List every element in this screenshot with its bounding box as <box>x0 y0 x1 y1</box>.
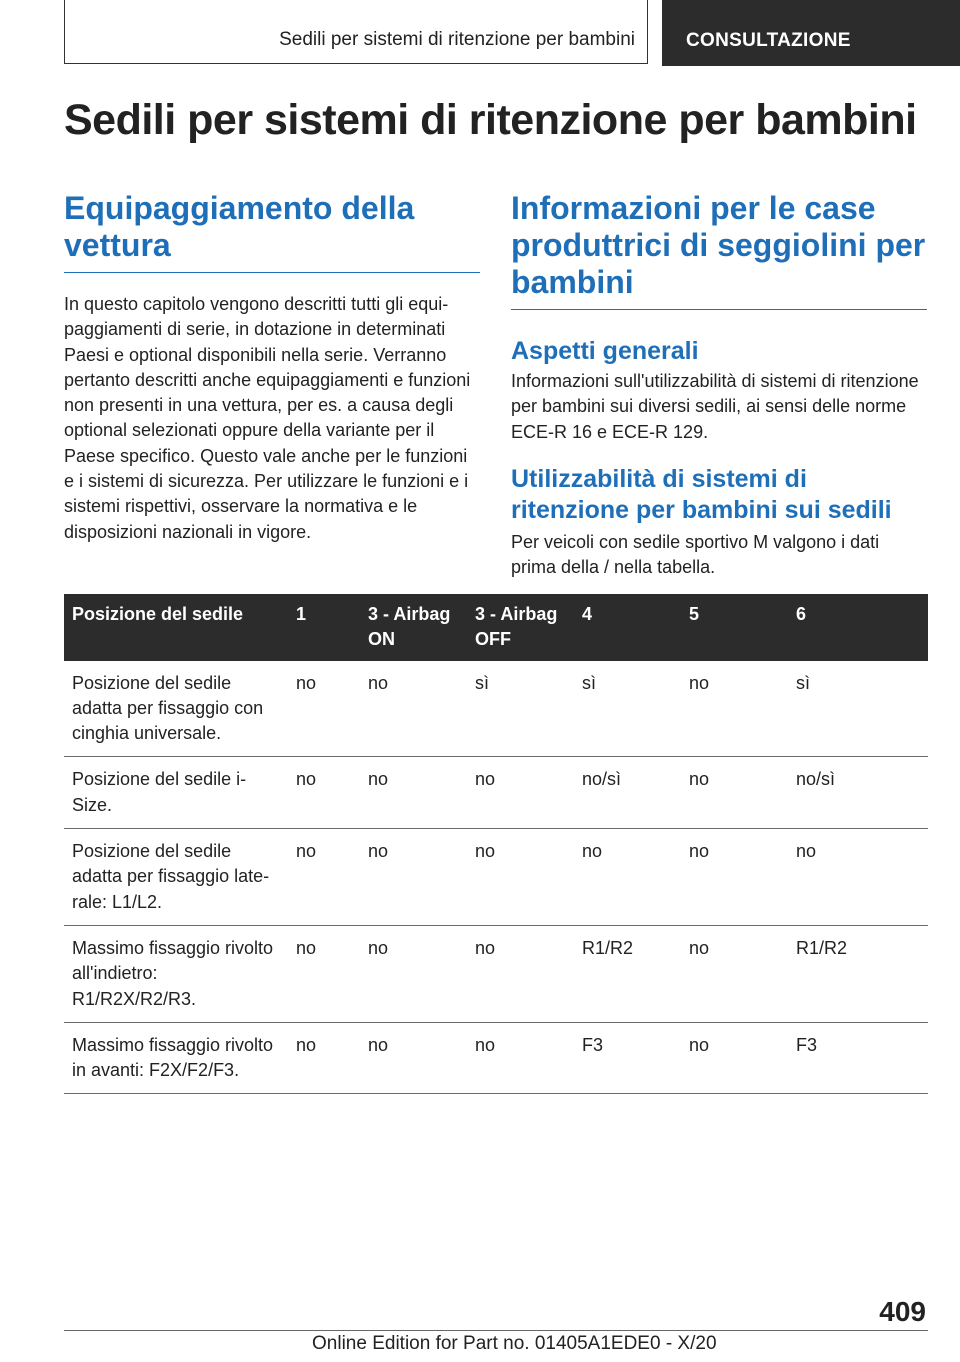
table-cell: sì <box>574 661 681 757</box>
table-header-cell: 4 <box>574 594 681 661</box>
table-header-row <box>64 594 928 661</box>
table-header-cell: 5 <box>681 594 788 661</box>
table-row <box>64 661 928 757</box>
table-cell: Posizione del sedile adatta per fissaggio con cinghia universale. <box>64 661 288 757</box>
page-number: 409 <box>879 1296 926 1327</box>
footer-edition-text: Online Edition for Part no. 01405A1EDE0 - X/20 <box>312 1333 717 1354</box>
table-cell: no <box>360 925 467 1022</box>
general-body-text: Informazioni sull'utilizzabilità di sistemi di ritenzione per bambini sui diversi sedili, ai sensi delle norme ECE-R 16 e ECE-R 129. <box>511 371 919 442</box>
table-cell: no <box>288 661 360 757</box>
table-cell: no <box>681 829 788 926</box>
table-cell: no/sì <box>788 757 928 829</box>
table-cell: sì <box>467 661 574 757</box>
table-cell: no <box>360 661 467 757</box>
table-cell: no <box>681 1022 788 1094</box>
subheading-general: Aspetti generali <box>511 337 699 365</box>
seat-compatibility-table <box>64 594 928 1094</box>
usability-body-text: Per veicoli con sedile sportivo M valgono i dati prima della / nella tabella. <box>511 531 880 578</box>
table-cell: F3 <box>788 1022 928 1094</box>
table-cell: no/sì <box>574 757 681 829</box>
left-column <box>64 190 480 545</box>
table-header-cell: Posizione del sedile <box>64 594 288 661</box>
equipment-body-text: In questo capitolo vengono descritti tutti gli equipaggiamenti di serie, in dotazione in determinati Paesi e optional disponibili nella serie. Verranno pertanto descritti anche equipaggiamenti e funzioni non presenti in una vettura, per es. a causa degli optional selezionati oppure della variante per il Paese specifico. Questo vale anche per le funzioni e i sistemi di sicurezza. Per utilizzare le funzioni e i sistemi rispettivi, osservare la normativa e le disposizioni nazionali in vigore. <box>64 294 471 542</box>
table-cell: no <box>681 661 788 757</box>
right-column <box>511 190 927 580</box>
table-cell: Massimo fissaggio rivolto all'indietro: R1/R2X/R2/R3. <box>64 925 288 1022</box>
section-heading-manufacturers: Informazioni per le case produttrici di seggiolini per bambini <box>511 190 927 310</box>
section-heading-equipment: Equipaggiamento della vettura <box>64 190 480 273</box>
table-header-cell: 6 <box>788 594 928 661</box>
subheading-usability: Utilizzabilità di sistemi di ritenzione per bambini sui sedili <box>511 464 892 524</box>
table-cell: Posizione del sedile adatta per fissaggio laterale: L1/L2. <box>64 829 288 926</box>
table-cell: no <box>467 757 574 829</box>
table-cell: no <box>574 829 681 926</box>
table-row <box>64 829 928 926</box>
table-row <box>64 925 928 1022</box>
table-cell: no <box>681 757 788 829</box>
table-cell: sì <box>788 661 928 757</box>
table-cell: Posizione del sedile i-Size. <box>64 757 288 829</box>
table-cell: no <box>360 1022 467 1094</box>
table-header-cell: 3 - Airbag ON <box>360 594 467 661</box>
table-cell: no <box>788 829 928 926</box>
table-cell: no <box>467 829 574 926</box>
header-chapter-tab[interactable]: CONSULTAZIONE <box>662 0 960 66</box>
table-cell: R1/R2 <box>788 925 928 1022</box>
page-title: Sedili per sistemi di ritenzione per bambini <box>64 96 917 144</box>
table-cell: F3 <box>574 1022 681 1094</box>
table-row <box>64 1022 928 1094</box>
header-section-title: Sedili per sistemi di ritenzione per bambini <box>64 0 648 64</box>
table-cell: no <box>288 925 360 1022</box>
table-cell: R1/R2 <box>574 925 681 1022</box>
table-cell: no <box>360 757 467 829</box>
table-header-cell: 1 <box>288 594 360 661</box>
table-cell: no <box>288 757 360 829</box>
table-cell: no <box>681 925 788 1022</box>
table-cell: no <box>288 829 360 926</box>
table-row <box>64 757 928 829</box>
table-cell: no <box>360 829 467 926</box>
table-cell: no <box>467 1022 574 1094</box>
footer-divider <box>64 1330 928 1331</box>
table-cell: no <box>467 925 574 1022</box>
page-header <box>0 0 960 66</box>
table-cell: no <box>288 1022 360 1094</box>
table-cell: Massimo fissaggio rivolto in avanti: F2X/F2/F3. <box>64 1022 288 1094</box>
table-header-cell: 3 - Airbag OFF <box>467 594 574 661</box>
